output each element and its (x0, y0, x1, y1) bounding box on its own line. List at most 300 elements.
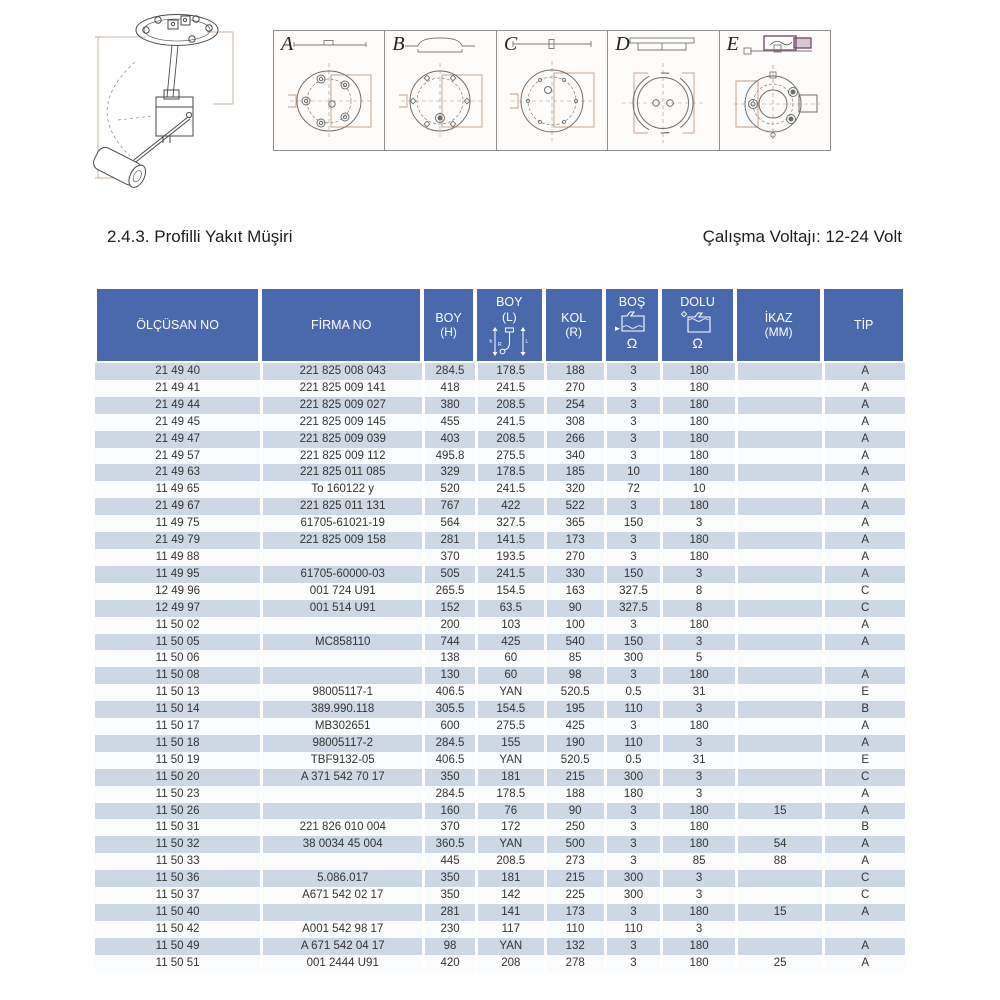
col-header-tip (822, 287, 905, 363)
table-cell: 001 2444 U91 (260, 955, 422, 972)
table-cell: 11 50 02 (155, 618, 200, 631)
table-cell: 308 (544, 414, 604, 431)
table-header-row (95, 287, 905, 363)
table-cell: 8 (660, 583, 735, 600)
table-cell: 241.5 (475, 481, 544, 498)
table-cell: 495.8 (422, 448, 475, 465)
table-row (95, 549, 905, 566)
table-row (95, 955, 905, 972)
table-cell: 215 (544, 769, 604, 786)
table-cell: A (822, 904, 905, 921)
table-cell: 11 50 36 (155, 872, 200, 885)
tank-full-icon (680, 310, 716, 335)
table-cell: 5 (660, 650, 735, 667)
table-cell: 180 (660, 718, 735, 735)
table-cell: 370 (422, 549, 475, 566)
table-cell: 5.086.017 (260, 870, 422, 887)
table-cell: 221 825 009 027 (260, 397, 422, 414)
table-cell: 154.5 (475, 583, 544, 600)
table-cell: A (822, 617, 905, 634)
table-cell: 284.5 (422, 735, 475, 752)
table-cell: 0.5 (604, 752, 661, 769)
table-cell: 327.5 (604, 583, 661, 600)
table-cell: 300 (604, 887, 661, 904)
table-cell: 3 (660, 735, 735, 752)
table-cell: A (822, 718, 905, 735)
table-cell: 300 (604, 650, 661, 667)
table-cell: 188 (544, 786, 604, 803)
table-cell: 11 50 26 (155, 804, 200, 817)
table-row (95, 650, 905, 667)
table-cell (260, 617, 422, 634)
table-cell: 90 (544, 803, 604, 820)
fuel-sender-drawing (80, 2, 255, 207)
table-cell: 15 (735, 803, 822, 820)
table-cell: 61705-61021-19 (260, 515, 422, 532)
table-cell: 522 (544, 498, 604, 515)
table-cell: 11 50 13 (155, 686, 200, 699)
table-cell: 21 49 44 (155, 398, 200, 411)
table-cell: 178.5 (475, 363, 544, 380)
table-cell: 21 49 63 (155, 466, 200, 479)
table-cell: A (822, 566, 905, 583)
table-cell: 365 (544, 515, 604, 532)
table-cell: 380 (422, 397, 475, 414)
table-row (95, 617, 905, 634)
table-cell: A (822, 836, 905, 853)
table-cell: 154.5 (475, 701, 544, 718)
table-cell: 406.5 (422, 684, 475, 701)
table-cell: 3 (660, 870, 735, 887)
float (91, 145, 149, 190)
table-cell: 180 (660, 532, 735, 549)
table-cell: 350 (422, 769, 475, 786)
table-cell: 3 (604, 414, 661, 431)
table-row (95, 769, 905, 786)
panel-type-e (719, 31, 830, 150)
table-cell (260, 904, 422, 921)
table-cell: 3 (604, 397, 661, 414)
table-cell: 103 (475, 617, 544, 634)
flange (136, 15, 218, 46)
table-cell: 180 (660, 380, 735, 397)
panel-letter: D (615, 33, 630, 55)
table-cell (735, 583, 822, 600)
table-cell (260, 853, 422, 870)
table-row (95, 431, 905, 448)
table-cell: 12 49 97 (155, 601, 200, 614)
table-cell: A 371 542 70 17 (260, 769, 422, 786)
table-row (95, 448, 905, 465)
table-cell (260, 667, 422, 684)
table-cell: 132 (544, 938, 604, 955)
table-cell: A (822, 464, 905, 481)
header-label: KOL (561, 311, 587, 325)
table-cell: 241.5 (475, 566, 544, 583)
table-cell: 320 (544, 481, 604, 498)
table-cell: 422 (475, 498, 544, 515)
header-sublabel: (H) (440, 325, 457, 339)
table-cell: 3 (660, 634, 735, 651)
table-cell: 3 (604, 363, 661, 380)
table-cell: 350 (422, 887, 475, 904)
table-cell: C (822, 870, 905, 887)
header-sublabel: (MM) (764, 325, 793, 339)
table-cell: 3 (660, 701, 735, 718)
table-cell: 445 (422, 853, 475, 870)
table-cell: 275.5 (475, 718, 544, 735)
table-cell: 329 (422, 464, 475, 481)
table-row (95, 786, 905, 803)
table-cell: 155 (475, 735, 544, 752)
table-cell: 180 (660, 617, 735, 634)
table-row (95, 583, 905, 600)
table-cell: 85 (660, 853, 735, 870)
col-header-firma-no (260, 287, 422, 363)
table-cell: 564 (422, 515, 475, 532)
table-cell: 180 (660, 904, 735, 921)
table-row (95, 718, 905, 735)
float-diamond (681, 312, 686, 317)
table-row (95, 414, 905, 431)
table-cell: 180 (660, 363, 735, 380)
table-cell (735, 498, 822, 515)
table-cell: 11 50 37 (155, 889, 200, 902)
table-cell (735, 634, 822, 651)
table-cell: 221 826 010 004 (260, 819, 422, 836)
table-cell: 180 (660, 836, 735, 853)
table-cell: 38 0034 45 004 (260, 836, 422, 853)
table-cell: 110 (604, 701, 661, 718)
table-cell: 98005117-1 (260, 684, 422, 701)
table-cell: 98005117-2 (260, 735, 422, 752)
col-header-dolu (660, 287, 735, 363)
table-cell: E (822, 684, 905, 701)
table-cell: 72 (604, 481, 661, 498)
table-cell: 21 49 79 (155, 534, 200, 547)
table-cell: 180 (660, 803, 735, 820)
table-row (95, 752, 905, 769)
header-label: ÖLÇÜSAN NO (136, 318, 219, 332)
table-cell: A (822, 667, 905, 684)
table-cell: 001 514 U91 (260, 600, 422, 617)
table-cell: 200 (422, 617, 475, 634)
table-cell: 389.990.118 (260, 701, 422, 718)
header-label: BOŞ (618, 295, 646, 309)
table-cell (735, 464, 822, 481)
table-cell: 350 (422, 870, 475, 887)
table-cell: A (822, 414, 905, 431)
table-cell: 163 (544, 583, 604, 600)
table-cell: 11 50 05 (155, 635, 200, 648)
table-cell: 85 (544, 650, 604, 667)
table-cell: 3 (604, 549, 661, 566)
table-cell: 215 (544, 870, 604, 887)
table-cell: 370 (422, 819, 475, 836)
mount-type-panels (273, 30, 831, 151)
table-cell (735, 819, 822, 836)
table-cell: 178.5 (475, 464, 544, 481)
table-cell: 31 (660, 752, 735, 769)
table-cell: 21 49 40 (155, 365, 200, 377)
table-cell: 208 (475, 955, 544, 972)
table-cell: 180 (660, 667, 735, 684)
table-cell: 61705-60000-03 (260, 566, 422, 583)
table-cell: 160 (422, 803, 475, 820)
table-cell: A (822, 634, 905, 651)
table-row (95, 363, 905, 380)
table-cell: 300 (604, 769, 661, 786)
table-cell: 117 (475, 921, 544, 938)
table-cell: 767 (422, 498, 475, 515)
table-cell: 10 (604, 464, 661, 481)
table-cell (735, 566, 822, 583)
table-cell: A671 542 02 17 (260, 887, 422, 904)
table-cell (735, 701, 822, 718)
header-label: BOY (435, 311, 462, 325)
table-cell: 11 49 95 (155, 567, 200, 580)
table-cell: A (822, 955, 905, 972)
table-cell: 278 (544, 955, 604, 972)
table-cell: 221 825 011 131 (260, 498, 422, 515)
table-row (95, 566, 905, 583)
table-row (95, 819, 905, 836)
table-cell: 3 (604, 803, 661, 820)
panel-type-c (496, 31, 607, 150)
header-sublabel: (R) (565, 325, 583, 339)
table-cell: 11 50 33 (155, 855, 200, 868)
table-cell (735, 684, 822, 701)
table-cell: 505 (422, 566, 475, 583)
table-cell: 360.5 (422, 836, 475, 853)
table-cell: To 160122 y (260, 481, 422, 498)
table-row (95, 803, 905, 820)
table-cell: 110 (544, 921, 604, 938)
table-cell: 208.5 (475, 397, 544, 414)
panel-letter: C (503, 33, 518, 55)
table-cell: 10 (660, 481, 735, 498)
table-row (95, 600, 905, 617)
table-cell: 281 (422, 532, 475, 549)
table-cell (735, 667, 822, 684)
table-row (95, 532, 905, 549)
table-cell: 3 (660, 921, 735, 938)
table-cell: 11 50 40 (155, 906, 200, 918)
table-cell: 208.5 (475, 853, 544, 870)
table-cell: A001 542 98 17 (260, 921, 422, 938)
table-cell: A (822, 397, 905, 414)
table-cell: 3 (604, 955, 661, 972)
table-cell: 25 (735, 955, 822, 972)
table-cell: 180 (660, 498, 735, 515)
table-cell: 3 (604, 667, 661, 684)
table-cell: A (822, 803, 905, 820)
table-cell: 340 (544, 448, 604, 465)
panel-letter: B (392, 33, 405, 55)
table-cell: YAN (475, 684, 544, 701)
table-cell: 300 (604, 870, 661, 887)
table-cell: A (822, 515, 905, 532)
fuel-level-arrow (615, 327, 620, 331)
table-cell: 110 (604, 921, 661, 938)
table-cell: 180 (660, 431, 735, 448)
table-cell: 90 (544, 600, 604, 617)
table-cell: 425 (475, 634, 544, 651)
table-cell: 142 (475, 887, 544, 904)
table-row (95, 481, 905, 498)
table-cell (735, 752, 822, 769)
table-cell: 88 (735, 853, 822, 870)
table-row (95, 667, 905, 684)
table-cell: 180 (660, 397, 735, 414)
table-cell: 11 50 08 (155, 669, 200, 682)
table-cell: 8 (660, 600, 735, 617)
col-header-bos (604, 287, 661, 363)
table-cell: YAN (475, 752, 544, 769)
panel-type-d (607, 31, 718, 150)
table-cell: 11 50 31 (155, 821, 200, 834)
table-cell: 406.5 (422, 752, 475, 769)
table-cell: 180 (660, 414, 735, 431)
table-cell (735, 380, 822, 397)
table-cell (735, 448, 822, 465)
table-row (95, 634, 905, 651)
table-cell: 221 825 011 085 (260, 464, 422, 481)
table-row (95, 515, 905, 532)
table-cell: C (822, 600, 905, 617)
table-cell: 3 (660, 515, 735, 532)
table-cell: 0.5 (604, 684, 661, 701)
table-cell: 11 49 75 (155, 517, 200, 530)
table-cell: 500 (544, 836, 604, 853)
col-header-boy-h (422, 287, 475, 363)
header-label: İKAZ (764, 311, 793, 325)
table-cell: 221 825 009 158 (260, 532, 422, 549)
panel-letter: A (281, 33, 294, 55)
table-cell (822, 921, 905, 938)
table-cell: 15 (735, 904, 822, 921)
table-row (95, 921, 905, 938)
table-row (95, 870, 905, 887)
table-cell (735, 414, 822, 431)
table-cell: A (822, 938, 905, 955)
table-cell: A (822, 549, 905, 566)
table-cell: 150 (604, 515, 661, 532)
table-cell: 172 (475, 819, 544, 836)
table-cell: 273 (544, 853, 604, 870)
table-cell (260, 650, 422, 667)
ohm-symbol: Ω (626, 335, 638, 351)
table-cell: 3 (660, 887, 735, 904)
table-cell: 98 (544, 667, 604, 684)
table-cell (735, 397, 822, 414)
table-cell: 180 (660, 448, 735, 465)
table-cell: A (822, 380, 905, 397)
table-row (95, 887, 905, 904)
table-cell: A (822, 786, 905, 803)
table-cell: 11 50 51 (155, 956, 200, 969)
table-cell: 21 49 47 (155, 432, 200, 445)
table-cell: 600 (422, 718, 475, 735)
table-cell: A (822, 481, 905, 498)
table-cell: 150 (604, 634, 661, 651)
table-cell (735, 363, 822, 380)
table-cell: 3 (604, 938, 661, 955)
header-sublabel: (L) (501, 310, 517, 324)
table-cell: A (822, 363, 905, 380)
table-cell: 3 (604, 448, 661, 465)
table-cell: 281 (422, 904, 475, 921)
table-cell: 221 825 009 112 (260, 448, 422, 465)
table-cell: 180 (660, 819, 735, 836)
table-cell (735, 769, 822, 786)
table-cell: 230 (422, 921, 475, 938)
table-body (95, 363, 905, 972)
table-cell: 180 (660, 464, 735, 481)
table-cell: 173 (544, 904, 604, 921)
table-cell: 141 (475, 904, 544, 921)
table-cell: 265.5 (422, 583, 475, 600)
table-cell: A (822, 448, 905, 465)
col-header-olcusan-no (95, 287, 260, 363)
table-cell: 305.5 (422, 701, 475, 718)
panel-type-a (274, 31, 384, 150)
table-cell: 11 50 49 (155, 939, 200, 952)
table-cell: 425 (544, 718, 604, 735)
svg-text:L: L (525, 339, 529, 345)
table-cell: 11 50 32 (155, 838, 200, 851)
table-cell: 3 (604, 617, 661, 634)
table-cell: 744 (422, 634, 475, 651)
table-cell: 21 49 41 (155, 381, 200, 394)
table-cell (735, 786, 822, 803)
table-cell: 3 (604, 431, 661, 448)
float-arm (130, 117, 190, 165)
table-cell: 3 (660, 786, 735, 803)
table-cell: 180 (604, 786, 661, 803)
table-cell (735, 718, 822, 735)
table-cell: 180 (660, 549, 735, 566)
table-cell: A (822, 498, 905, 515)
table-row (95, 853, 905, 870)
table-cell: 221 825 009 145 (260, 414, 422, 431)
table-cell: 254 (544, 397, 604, 414)
table-cell: 11 49 65 (155, 483, 200, 496)
table-row (95, 464, 905, 481)
table-cell: 225 (544, 887, 604, 904)
tank-empty-icon (614, 310, 650, 335)
table-cell: 180 (660, 938, 735, 955)
table-cell: 3 (604, 532, 661, 549)
col-header-kol-r (544, 287, 604, 363)
table-cell: 110 (604, 735, 661, 752)
table-cell (735, 549, 822, 566)
operating-voltage-label: Çalışma Voltajı: 12-24 Volt (702, 227, 902, 246)
table-cell: 181 (475, 870, 544, 887)
table-cell: 3 (604, 718, 661, 735)
table-cell: 60 (475, 667, 544, 684)
table-cell (735, 650, 822, 667)
table-cell: 540 (544, 634, 604, 651)
table-cell: 12 49 96 (155, 584, 200, 597)
table-cell: 275.5 (475, 448, 544, 465)
header-label: BOY (496, 295, 523, 309)
table-cell (822, 650, 905, 667)
table-cell: 193.5 (475, 549, 544, 566)
table-cell: 208.5 (475, 431, 544, 448)
table-cell (735, 600, 822, 617)
table-cell: 141.5 (475, 532, 544, 549)
